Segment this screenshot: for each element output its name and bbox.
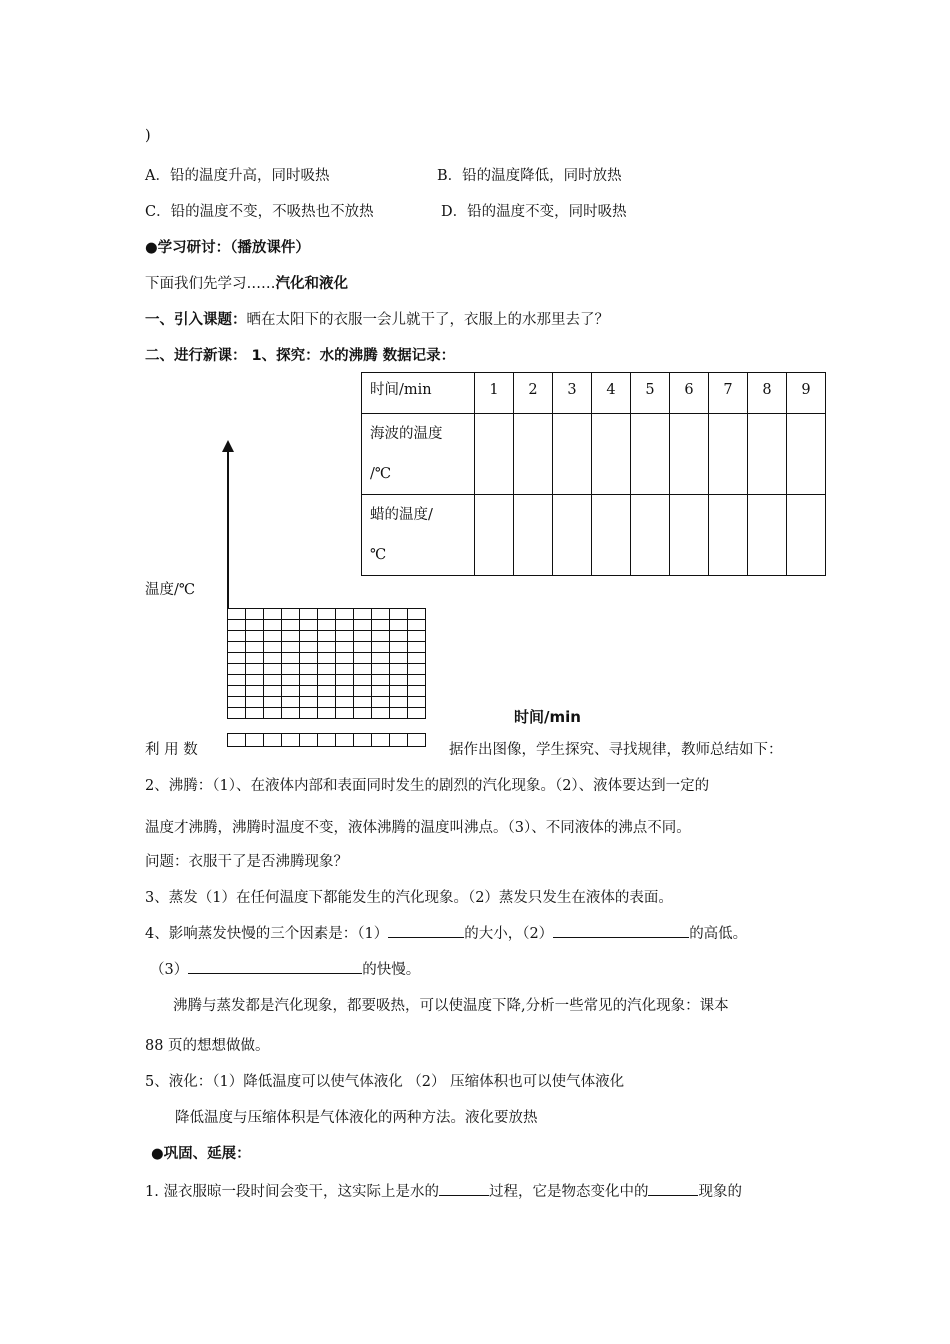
grid-cell	[372, 675, 390, 686]
grid-cell	[300, 697, 318, 708]
grid-cell	[408, 708, 426, 719]
grid-cell	[336, 697, 354, 708]
grid-cell	[264, 734, 282, 747]
grid-cell	[354, 697, 372, 708]
grid-cell	[246, 697, 264, 708]
use-data-left: 利 用 数	[145, 742, 198, 758]
grid-cell	[282, 653, 300, 664]
grid-cell	[264, 620, 282, 631]
grid-cell	[336, 642, 354, 653]
grid-cell	[246, 675, 264, 686]
grid-cell	[282, 620, 300, 631]
liquefaction-line: 5、液化：（1）降低温度可以使气体液化 （2） 压缩体积也可以使气体液化	[145, 1074, 625, 1090]
grid-cell	[372, 686, 390, 697]
grid-cell	[246, 609, 264, 620]
question-line: 问题：衣服干了是否沸腾现象？	[145, 854, 348, 870]
grid-cell	[318, 686, 336, 697]
grid-cell	[228, 609, 246, 620]
table-cell	[553, 495, 592, 576]
grid-cell	[282, 686, 300, 697]
table-cell	[631, 414, 670, 495]
grid-cell	[336, 708, 354, 719]
grid-cell	[228, 697, 246, 708]
grid-cell	[390, 620, 408, 631]
grid-cell	[246, 642, 264, 653]
grid-cell	[408, 620, 426, 631]
grid-cell	[372, 609, 390, 620]
table-cell	[787, 414, 826, 495]
grid-cell	[408, 653, 426, 664]
grid-cell	[318, 620, 336, 631]
table-row	[362, 414, 826, 495]
grid-cell	[264, 653, 282, 664]
grid-cell	[372, 697, 390, 708]
grid-cell	[264, 631, 282, 642]
row-label-hypo-line2: /℃	[370, 466, 392, 482]
liquefaction-line-2: 降低温度与压缩体积是气体液化的两种方法。液化要放热	[175, 1110, 538, 1126]
grid-cell	[264, 642, 282, 653]
section-2-heading: 二、进行新课： 1、探究：水的沸腾 数据记录：	[145, 348, 456, 364]
option-d: D．铅的温度不变，同时吸热	[441, 204, 627, 220]
grid-cell	[228, 664, 246, 675]
section-1-text: 晒在太阳下的衣服一会儿就干了，衣服上的水那里去了？	[246, 312, 609, 328]
grid-cell	[246, 734, 264, 747]
grid-cell	[390, 631, 408, 642]
grid-cell	[318, 642, 336, 653]
grid-cell	[228, 642, 246, 653]
grid-cell	[390, 708, 408, 719]
row-label-hypo	[362, 414, 475, 495]
grid-cell	[228, 675, 246, 686]
time-5: 5	[631, 373, 670, 414]
blank-4[interactable]	[439, 1181, 489, 1196]
grid-cell	[282, 675, 300, 686]
factors-part-1: 4、影响蒸发快慢的三个因素是：（1）	[145, 926, 389, 942]
table-cell	[748, 414, 787, 495]
blank-3[interactable]	[188, 959, 362, 974]
grid-cell	[354, 642, 372, 653]
grid-cell	[318, 697, 336, 708]
grid-cell	[354, 686, 372, 697]
grid-cell	[354, 675, 372, 686]
time-3: 3	[553, 373, 592, 414]
grid-cell	[246, 631, 264, 642]
grid-cell	[336, 620, 354, 631]
time-7: 7	[709, 373, 748, 414]
grid-cell	[390, 664, 408, 675]
table-cell	[787, 495, 826, 576]
grid-cell	[354, 653, 372, 664]
grid-cell	[336, 653, 354, 664]
row-label-wax-line1: 蜡的温度/	[370, 507, 433, 523]
grid-cell	[264, 664, 282, 675]
grid-cell	[282, 697, 300, 708]
grid-cell	[246, 708, 264, 719]
grid-cell	[300, 675, 318, 686]
grid-cell	[300, 653, 318, 664]
table-header-row	[362, 373, 826, 414]
factors-line	[145, 922, 747, 943]
table-cell	[631, 495, 670, 576]
grid-cell	[318, 653, 336, 664]
grid-cell	[282, 631, 300, 642]
grid-cell	[246, 664, 264, 675]
grid-cell	[300, 631, 318, 642]
table-cell	[709, 495, 748, 576]
option-b: B．铅的温度降低，同时放热	[437, 168, 622, 184]
question-1-part-3: 现象的	[698, 1184, 742, 1200]
grid-cell	[282, 609, 300, 620]
grid-cell	[390, 675, 408, 686]
use-data-right: 据作出图像，学生探究、寻找规律，教师总结如下：	[449, 742, 783, 758]
grid-cell	[264, 686, 282, 697]
grid-cell	[228, 653, 246, 664]
grid-cell	[372, 708, 390, 719]
grid-cell	[246, 653, 264, 664]
intro-bold: 汽化和液化	[275, 276, 348, 292]
grid-cell	[390, 642, 408, 653]
grid-cell	[372, 642, 390, 653]
grid-cell	[282, 642, 300, 653]
paragraph-line-2: 88 页的想想做做。	[145, 1038, 270, 1054]
study-heading: ●学习研讨：（播放课件）	[145, 240, 310, 256]
table-row	[362, 495, 826, 576]
boiling-line-1: 2、沸腾：（1）、在液体内部和表面同时发生的剧烈的汽化现象。（2）、液体要达到一定的	[145, 778, 710, 794]
consolidate-heading: ●巩固、延展：	[151, 1146, 251, 1162]
table-cell	[748, 495, 787, 576]
row-label-hypo-line1: 海波的温度	[370, 426, 443, 442]
grid-cell	[408, 664, 426, 675]
grid-cell	[372, 664, 390, 675]
blank-1[interactable]	[388, 923, 464, 938]
grid-cell	[408, 734, 426, 747]
intro-plain: 下面我们先学习……	[145, 276, 276, 292]
grid-cell	[390, 609, 408, 620]
grid-cell	[408, 675, 426, 686]
time-4: 4	[592, 373, 631, 414]
table-cell	[670, 414, 709, 495]
table-cell	[592, 495, 631, 576]
grid-cell	[246, 620, 264, 631]
grid-cell	[300, 664, 318, 675]
grid-cell	[354, 708, 372, 719]
factors-part-4: （3）	[150, 962, 189, 978]
section-1-heading: 一、引入课题：	[145, 312, 247, 328]
grid-cell	[408, 631, 426, 642]
grid-cell	[390, 686, 408, 697]
grid-cell	[300, 609, 318, 620]
table-cell	[475, 414, 514, 495]
intro-line	[145, 272, 348, 293]
question-1	[145, 1180, 742, 1201]
factors-line-2	[150, 958, 420, 979]
grid-cell	[354, 631, 372, 642]
grid-cell	[246, 686, 264, 697]
data-record-table	[361, 372, 826, 576]
grid-cell	[354, 664, 372, 675]
grid-cell	[408, 642, 426, 653]
grid-cell	[336, 631, 354, 642]
grid-cell	[282, 664, 300, 675]
grid-cell	[408, 609, 426, 620]
grid-cell	[264, 609, 282, 620]
grid-cell	[318, 675, 336, 686]
time-9: 9	[787, 373, 826, 414]
table-cell	[553, 414, 592, 495]
paragraph-line-1: 沸腾与蒸发都是汽化现象，都要吸热，可以使温度下降,分析一些常见的汽化现象：课本	[173, 998, 729, 1014]
grid-cell	[390, 653, 408, 664]
row-label-wax-line2: ℃	[370, 547, 387, 563]
grid-cell	[300, 734, 318, 747]
graph-grid	[227, 608, 426, 719]
grid-cell	[300, 620, 318, 631]
grid-cell	[300, 686, 318, 697]
graph-y-label: 温度/℃	[145, 582, 196, 598]
factors-part-3: 的高低。	[689, 926, 748, 942]
boiling-line-2: 温度才沸腾，沸腾时温度不变，液体沸腾的温度叫沸点。（3）、不同液体的沸点不同。	[145, 820, 691, 836]
time-1: 1	[475, 373, 514, 414]
table-cell	[592, 414, 631, 495]
graph-x-label: 时间/min	[514, 708, 581, 726]
grid-cell	[336, 734, 354, 747]
graph-grid-bottom-row	[227, 733, 426, 747]
grid-cell	[318, 609, 336, 620]
time-2: 2	[514, 373, 553, 414]
grid-cell	[354, 620, 372, 631]
grid-cell	[354, 734, 372, 747]
closing-paren: )	[145, 128, 151, 144]
grid-cell	[318, 664, 336, 675]
grid-cell	[372, 734, 390, 747]
grid-cell	[282, 708, 300, 719]
grid-cell	[300, 708, 318, 719]
grid-cell	[282, 734, 300, 747]
grid-cell	[390, 697, 408, 708]
grid-cell	[408, 697, 426, 708]
evaporation-line: 3、蒸发（1）在任何温度下都能发生的汽化现象。（2）蒸发只发生在液体的表面。	[145, 890, 673, 906]
question-1-part-2: 过程，它是物态变化中的	[488, 1184, 649, 1200]
grid-cell	[336, 609, 354, 620]
grid-cell	[318, 631, 336, 642]
option-a: A．铅的温度升高，同时吸热	[145, 168, 330, 184]
grid-cell	[300, 642, 318, 653]
factors-part-5: 的快慢。	[362, 962, 421, 978]
grid-cell	[228, 708, 246, 719]
grid-cell	[390, 734, 408, 747]
option-c: C．铅的温度不变，不吸热也不放热	[145, 204, 374, 220]
y-axis-line	[227, 446, 229, 608]
table-cell	[670, 495, 709, 576]
grid-cell	[264, 708, 282, 719]
grid-cell	[264, 675, 282, 686]
grid-cell	[336, 675, 354, 686]
grid-cell	[228, 631, 246, 642]
time-8: 8	[748, 373, 787, 414]
header-label: 时间/min	[362, 373, 475, 414]
section-1	[145, 308, 609, 329]
grid-cell	[336, 686, 354, 697]
grid-cell	[372, 653, 390, 664]
question-1-part-1: 1. 湿衣服晾一段时间会变干，这实际上是水的	[145, 1184, 439, 1200]
grid-cell	[228, 620, 246, 631]
grid-cell	[228, 686, 246, 697]
grid-cell	[318, 708, 336, 719]
blank-2[interactable]	[553, 923, 689, 938]
factors-part-2: 的大小，（2）	[464, 926, 554, 942]
grid-cell	[264, 697, 282, 708]
table-cell	[514, 414, 553, 495]
grid-cell	[372, 620, 390, 631]
table-cell	[709, 414, 748, 495]
grid-cell	[354, 609, 372, 620]
grid-cell	[318, 734, 336, 747]
grid-cell	[408, 686, 426, 697]
row-label-wax	[362, 495, 475, 576]
table-cell	[514, 495, 553, 576]
grid-cell	[372, 631, 390, 642]
table-cell	[475, 495, 514, 576]
grid-cell	[228, 734, 246, 747]
time-6: 6	[670, 373, 709, 414]
grid-cell	[336, 664, 354, 675]
blank-5[interactable]	[648, 1181, 698, 1196]
